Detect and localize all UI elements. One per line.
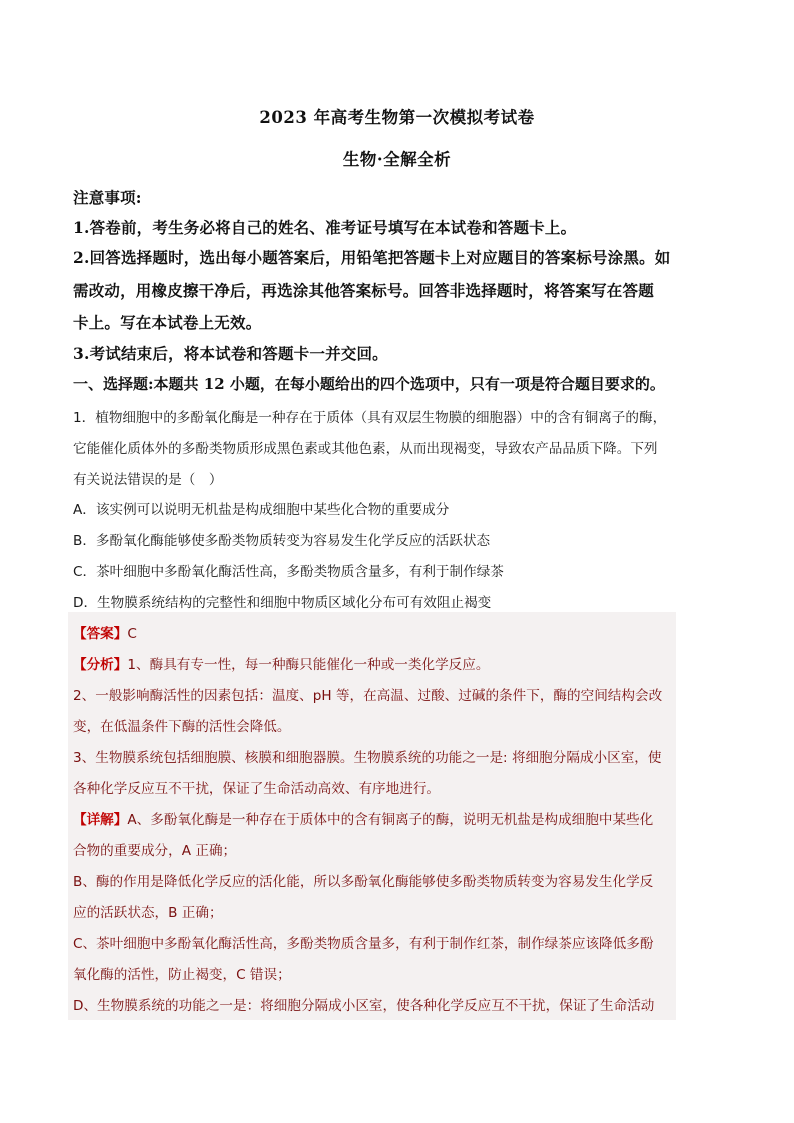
exam-subtitle: 生物·全解全析 — [342, 150, 452, 169]
notice-line: 卡上。写在本试卷上无效。 — [73, 313, 262, 332]
answer-value: C — [127, 626, 137, 642]
detail-text: A、多酚氧化酶是一种存在于质体中的含有铜离子的酶，说明无机盐是构成细胞中某些化 — [127, 812, 654, 828]
option-b: B．多酚氧化酶能够使多酚类物质转变为容易发生化学反应的活跃状态 — [73, 533, 491, 549]
detail-line: 合物的重要成分，A 正确； — [73, 843, 237, 859]
analysis-text: 1、酶具有专一性，每一种酶只能催化一种或一类化学反应。 — [127, 657, 490, 673]
analysis-line — [73, 653, 673, 673]
notice-heading: 注意事项: — [73, 188, 142, 207]
answer-line — [73, 622, 673, 642]
detail-line: D、生物膜系统的功能之一是：将细胞分隔成小区室，使各种化学反应互不干扰，保证了生命活动 — [73, 998, 655, 1014]
analysis-line: 变，在低温条件下酶的活性会降低。 — [73, 719, 291, 735]
section-heading: 一、选择题:本题共 12 小题，在每小题给出的四个选项中，只有一项是符合题目要求的。 — [73, 375, 665, 393]
notice-line: 需改动，用橡皮擦干净后，再选涂其他答案标号。回答非选择题时，将答案写在答题 — [73, 281, 654, 300]
question-stem-line: 它能催化质体外的多酚类物质形成黑色素或其他色素，从而出现褐变，导致农产品品质下降。下列 — [73, 441, 658, 457]
analysis-line: 各种化学反应互不干扰，保证了生命活动高效、有序地进行。 — [73, 781, 441, 797]
detail-line: 氧化酶的活性，防止褐变，C 错误； — [73, 967, 291, 983]
analysis-line: 3、生物膜系统包括细胞膜、核膜和细胞器膜。生物膜系统的功能之一是: 将细胞分隔成小区室，使 — [73, 750, 662, 766]
exam-title: 2023 年高考生物第一次模拟考试卷 — [259, 108, 535, 127]
question-stem-line: 1．植物细胞中的多酚氧化酶是一种存在于质体（具有双层生物膜的细胞器）中的含有铜离子的酶， — [73, 410, 667, 426]
option-c: C．茶叶细胞中多酚氧化酶活性高，多酚类物质含量多，有利于制作绿茶 — [73, 564, 504, 580]
notice-line: 2.回答选择题时，选出每小题答案后，用铅笔把答题卡上对应题目的答案标号涂黑。如 — [73, 248, 671, 267]
answer-tag: 【答案】 — [73, 626, 128, 642]
detail-line — [73, 808, 673, 828]
option-d: D．生物膜系统结构的完整性和细胞中物质区域化分布可有效阻止褐变 — [73, 595, 492, 611]
analysis-tag: 【分析】 — [73, 657, 128, 673]
question-stem-line: 有关说法错误的是（ ） — [73, 472, 223, 488]
detail-line: 应的活跃状态，B 正确； — [73, 905, 223, 921]
notice-line: 3.考试结束后，将本试卷和答题卡一并交回。 — [73, 344, 388, 363]
notice-line: 1.答卷前，考生务必将自己的姓名、准考证号填写在本试卷和答题卡上。 — [73, 218, 577, 237]
detail-tag: 【详解】 — [73, 812, 128, 828]
detail-line: B、酶的作用是降低化学反应的活化能，所以多酚氧化酶能够使多酚类物质转变为容易发生化学反 — [73, 874, 654, 890]
detail-line: C、茶叶细胞中多酚氧化酶活性高，多酚类物质含量多，有利于制作红茶，制作绿茶应该降低多酚 — [73, 936, 654, 952]
analysis-line: 2、一般影响酶活性的因素包括：温度、pH 等，在高温、过酸、过碱的条件下，酶的空间结构会改 — [73, 688, 663, 704]
option-a: A．该实例可以说明无机盐是构成细胞中某些化合物的重要成分 — [73, 502, 450, 518]
